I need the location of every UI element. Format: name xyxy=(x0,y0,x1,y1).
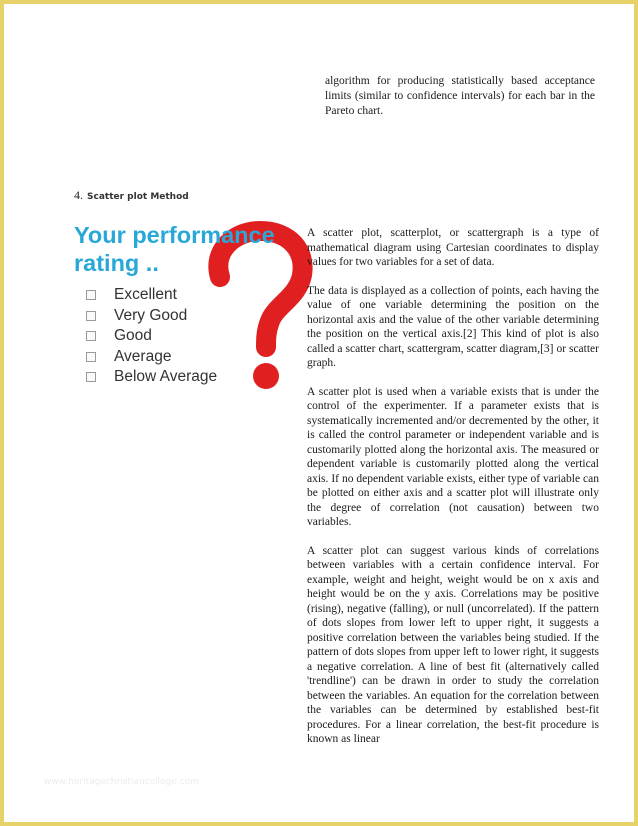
checkbox-icon xyxy=(86,372,96,382)
watermark: www.heritagechristiancollege.com xyxy=(44,777,199,787)
checkbox-icon xyxy=(86,290,96,300)
option-label: Below Average xyxy=(114,368,218,386)
body-paragraph: The data is displayed as a collection of points, each having the value of one variable determining the position on the horizontal axis and the value of the other variable determining the position on the vertical axis.[2] This kind of plot is also called a scatter chart, scattergram, scatter diagram,[3] or scatter graph. xyxy=(307,284,599,369)
section-title: Scatter plot Method xyxy=(87,192,189,202)
intro-paragraph: algorithm for producing statistically based acceptance limits (similar to confidence intervals) for each bar in the Pareto chart. xyxy=(325,75,595,117)
rating-options xyxy=(86,285,217,388)
checkbox-icon xyxy=(86,311,96,321)
body-paragraph: A scatter plot can suggest various kinds of correlations between variables with a certain confidence interval. For example, weight and height, weight would be on x axis and height would be on the y axis. Correlations may be positive (rising), negative (falling), or null (uncorrelated). If the pattern of dots slopes from lower left to upper right, it suggests a positive correlation between the variables being studied. If the pattern of dots slopes from upper left to lower right, it suggests a negative correlation. A line of best fit (alternatively called 'trendline') can be drawn in order to study the correlation between the variables. An equation for the correlation between the variables can be determined by established best-fit procedures. For a linear correlation, the best-fit procedure is known as linear xyxy=(307,544,599,745)
section-heading xyxy=(74,187,189,205)
rating-title: Your performance rating .. xyxy=(74,222,275,276)
option-label: Very Good xyxy=(114,306,188,324)
body-paragraph: A scatter plot, scatterplot, or scattergraph is a type of mathematical diagram using Cartesian coordinates to display values for two variables for a set of data. xyxy=(307,227,599,268)
checkbox-icon xyxy=(86,352,96,362)
rating-option xyxy=(86,326,217,347)
option-label: Excellent xyxy=(114,286,177,304)
performance-rating-graphic xyxy=(74,221,306,396)
option-label: Good xyxy=(114,327,152,345)
rating-option xyxy=(86,367,217,388)
rating-option xyxy=(86,285,217,306)
section-number: 4. xyxy=(74,188,83,202)
rating-option xyxy=(86,347,217,368)
body-text xyxy=(307,226,599,761)
option-label: Average xyxy=(114,347,172,365)
rating-option xyxy=(86,306,217,327)
checkbox-icon xyxy=(86,331,96,341)
body-paragraph: A scatter plot is used when a variable exists that is under the control of the experimenter. If a parameter exists that is systematically incremented and/or decremented by the other, it is called the control parameter or independent variable and is customarily plotted along the horizontal axis. The measured or dependent variable is customarily plotted along the vertical axis. If no dependent variable exists, either type of variable can be plotted on either axis and a scatter plot will illustrate only the degree of correlation (not causation) between two variables. xyxy=(307,385,599,528)
